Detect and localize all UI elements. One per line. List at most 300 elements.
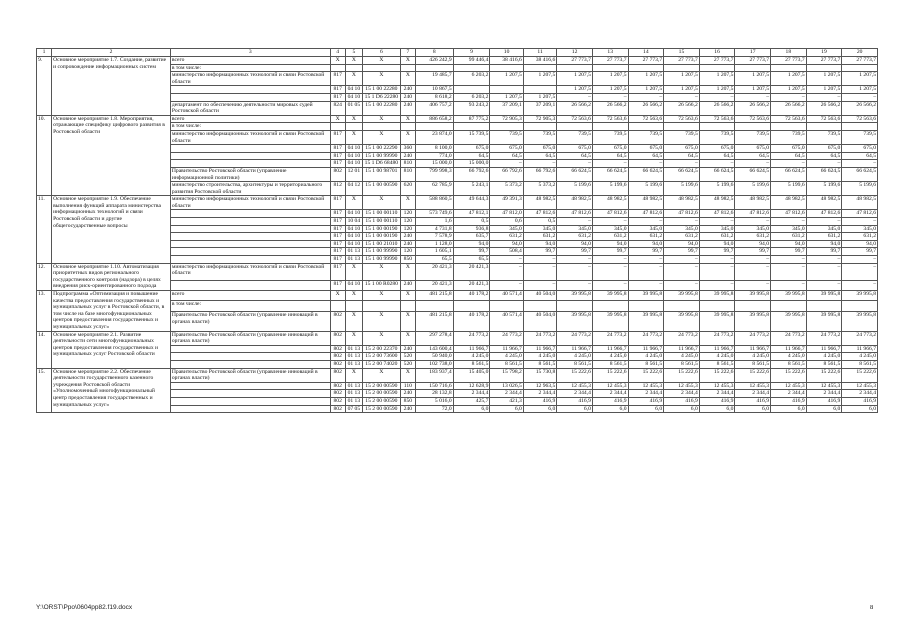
- column-header-cell: 19: [806, 49, 842, 57]
- value-cell-c6: 15 2 00 22370: [363, 345, 401, 353]
- value-cell-c18: –: [771, 218, 807, 226]
- value-cell-c6: 15 1 00 00110: [363, 210, 401, 218]
- value-cell-c6: [363, 123, 401, 131]
- value-cell-c11: 94,0: [523, 240, 556, 248]
- value-cell-c10: 1 207,5: [490, 93, 523, 101]
- column-header-cell: 3: [170, 49, 330, 57]
- value-cell-c17: 6,0: [735, 405, 771, 413]
- value-cell-c17: 11 966,7: [735, 345, 771, 353]
- column-header-cell: 17: [735, 49, 771, 57]
- value-cell-c16: 675,0: [699, 145, 735, 153]
- value-cell-c17: [735, 64, 771, 72]
- value-cell-c6: X: [363, 196, 401, 210]
- value-cell-c13: 11 966,7: [592, 345, 628, 353]
- value-cell-c4: 817: [330, 93, 345, 101]
- value-cell-c20: 64,5: [842, 152, 878, 160]
- value-cell-c4: 802: [330, 360, 345, 368]
- value-cell-c4: 817: [330, 72, 345, 86]
- value-cell-c5: [345, 301, 362, 311]
- value-cell-c17: 15 222,6: [735, 368, 771, 382]
- value-cell-c7: 110: [400, 382, 415, 390]
- value-cell-c9: 20 421,3: [453, 263, 490, 281]
- value-cell-c10: –: [490, 281, 523, 291]
- value-cell-c4: X: [330, 291, 345, 301]
- column-header-cell: 12: [557, 49, 593, 57]
- value-cell-c4: [330, 123, 345, 131]
- value-cell-c6: 15 1 D6 22280: [363, 93, 401, 101]
- value-cell-c18: 5 199,6: [771, 182, 807, 196]
- value-cell-c13: 1 207,5: [592, 86, 628, 94]
- value-cell-c8: 4 731,8: [415, 225, 453, 233]
- value-cell-c11: [523, 301, 556, 311]
- value-cell-c13: –: [592, 93, 628, 101]
- value-cell-c13: 1 207,5: [592, 72, 628, 86]
- value-cell-c12: 5 199,6: [557, 182, 593, 196]
- value-cell-c8: 72,0: [415, 405, 453, 413]
- value-cell-c15: 2 344,4: [664, 390, 700, 398]
- table-row: [37, 368, 878, 382]
- value-cell-c17: 94,0: [735, 240, 771, 248]
- value-cell-c20: –: [842, 93, 878, 101]
- responsible-cell: [170, 281, 330, 291]
- value-cell-c19: 11 966,7: [806, 345, 842, 353]
- responsible-cell: в том числе:: [170, 301, 330, 311]
- value-cell-c19: 4 245,0: [806, 353, 842, 361]
- responsible-cell: [170, 353, 330, 361]
- value-cell-c7: 360: [400, 145, 415, 153]
- measure-name-cell: Основное мероприятие 2.1. Развитие деятельности сети многофункциональных центров предоставления государственных и муниципальных услуг Ростовской области: [52, 331, 171, 368]
- value-cell-c14: 5 199,6: [628, 182, 664, 196]
- value-cell-c14: –: [628, 281, 664, 291]
- value-cell-c19: –: [806, 160, 842, 168]
- table-row: [37, 57, 878, 65]
- value-cell-c19: 24 773,2: [806, 331, 842, 345]
- value-cell-c16: 66 624,5: [699, 167, 735, 181]
- value-cell-c19: 416,9: [806, 397, 842, 405]
- value-cell-c11: 24 773,2: [523, 331, 556, 345]
- value-cell-c20: 631,2: [842, 233, 878, 241]
- value-cell-c16: 631,2: [699, 233, 735, 241]
- value-cell-c10: 5 373,2: [490, 182, 523, 196]
- value-cell-c6: 15 1 00 22290: [363, 145, 401, 153]
- value-cell-c10: 1 207,5: [490, 72, 523, 86]
- value-cell-c7: 120: [400, 248, 415, 256]
- value-cell-c8: 20 421,3: [415, 263, 453, 281]
- value-cell-c4: 824: [330, 101, 345, 115]
- value-cell-c18: 99,7: [771, 248, 807, 256]
- value-cell-c14: 6,0: [628, 405, 664, 413]
- value-cell-c17: –: [735, 281, 771, 291]
- value-cell-c19: –: [806, 281, 842, 291]
- value-cell-c13: –: [592, 256, 628, 264]
- value-cell-c8: 19 485,7: [415, 72, 453, 86]
- value-cell-c18: [771, 123, 807, 131]
- column-header-cell: 9: [453, 49, 490, 57]
- value-cell-c12: 24 773,2: [557, 331, 593, 345]
- value-cell-c20: –: [842, 218, 878, 226]
- value-cell-c7: X: [400, 72, 415, 86]
- responsible-cell: [170, 256, 330, 264]
- value-cell-c9: 8 561,5: [453, 360, 490, 368]
- value-cell-c12: –: [557, 263, 593, 281]
- responsible-cell: Правительство Ростовской области (управление инноваций в органах власти): [170, 331, 330, 345]
- value-cell-c8: 481 215,8: [415, 291, 453, 301]
- value-cell-c7: X: [400, 311, 415, 331]
- value-cell-c10: 739,5: [490, 130, 523, 144]
- value-cell-c15: –: [664, 93, 700, 101]
- value-cell-c9: 15 405,0: [453, 368, 490, 382]
- value-cell-c15: 26 566,2: [664, 101, 700, 115]
- value-cell-c12: –: [557, 281, 593, 291]
- responsible-cell: [170, 248, 330, 256]
- value-cell-c15: 416,9: [664, 397, 700, 405]
- value-cell-c19: 8 561,5: [806, 360, 842, 368]
- value-cell-c19: 345,0: [806, 225, 842, 233]
- value-cell-c10: 66 792,6: [490, 167, 523, 181]
- value-cell-c4: 817: [330, 145, 345, 153]
- value-cell-c11: 72 905,3: [523, 115, 556, 123]
- value-cell-c4: 817: [330, 240, 345, 248]
- value-cell-c11: 40 504,0: [523, 291, 556, 301]
- value-cell-c6: 15 1 00 00190: [363, 233, 401, 241]
- value-cell-c18: –: [771, 93, 807, 101]
- value-cell-c17: 416,9: [735, 397, 771, 405]
- value-cell-c11: 0,5: [523, 218, 556, 226]
- value-cell-c19: 48 982,5: [806, 196, 842, 210]
- value-cell-c19: –: [806, 263, 842, 281]
- value-cell-c8: 406 757,2: [415, 101, 453, 115]
- value-cell-c19: 72 563,6: [806, 115, 842, 123]
- measure-name-cell: Подпрограмма «Оптимизация и повышение качества предоставления государственных и муниципальных услуг в Ростовской области, в том числе на базе многофункциональных центров предоставления государственных и муниципальных услуг»: [52, 291, 171, 332]
- value-cell-c16: –: [699, 160, 735, 168]
- value-cell-c8: 588 860,5: [415, 196, 453, 210]
- value-cell-c8: 102 738,0: [415, 360, 453, 368]
- value-cell-c11: –: [523, 256, 556, 264]
- responsible-cell: [170, 345, 330, 353]
- value-cell-c8: 8 618,2: [415, 93, 453, 101]
- value-cell-c17: 1 207,5: [735, 86, 771, 94]
- value-cell-c19: 39 995,8: [806, 311, 842, 331]
- value-cell-c17: 24 773,2: [735, 331, 771, 345]
- value-cell-c14: [628, 64, 664, 72]
- value-cell-c8: 1,6: [415, 218, 453, 226]
- value-cell-c15: 94,0: [664, 240, 700, 248]
- value-cell-c18: 631,2: [771, 233, 807, 241]
- value-cell-c6: [363, 64, 401, 72]
- responsible-cell: [170, 145, 330, 153]
- value-cell-c4: 817: [330, 86, 345, 94]
- value-cell-c8: 297 278,4: [415, 331, 453, 345]
- value-cell-c7: 520: [400, 360, 415, 368]
- responsible-cell: министерство информационных технологий и связи Ростовской области: [170, 263, 330, 281]
- value-cell-c16: 15 222,6: [699, 368, 735, 382]
- value-cell-c18: –: [771, 160, 807, 168]
- value-cell-c15: [664, 64, 700, 72]
- value-cell-c18: 8 561,5: [771, 360, 807, 368]
- value-cell-c19: 66 624,5: [806, 167, 842, 181]
- value-cell-c18: [771, 301, 807, 311]
- value-cell-c11: –: [523, 263, 556, 281]
- value-cell-c5: X: [345, 263, 362, 281]
- value-cell-c5: 04 12: [345, 182, 362, 196]
- value-cell-c13: 675,0: [592, 145, 628, 153]
- value-cell-c13: 94,0: [592, 240, 628, 248]
- value-cell-c20: 99,7: [842, 248, 878, 256]
- value-cell-c6: X: [363, 331, 401, 345]
- value-cell-c9: 15 000,0: [453, 160, 490, 168]
- value-cell-c10: 13 026,5: [490, 382, 523, 390]
- row-number-cell: 14.: [37, 331, 52, 368]
- value-cell-c5: [345, 64, 362, 72]
- value-cell-c20: 739,5: [842, 130, 878, 144]
- value-cell-c6: [363, 301, 401, 311]
- value-cell-c4: 802: [330, 368, 345, 382]
- value-cell-c6: 15 2 00 00590: [363, 390, 401, 398]
- value-cell-c5: X: [345, 72, 362, 86]
- value-cell-c11: 631,2: [523, 233, 556, 241]
- measure-name-cell: Основное мероприятие 1.8. Мероприятия, отражающие специфику цифрового развития в Ростовской области: [52, 115, 171, 196]
- value-cell-c18: 1 207,5: [771, 72, 807, 86]
- value-cell-c8: 573 749,6: [415, 210, 453, 218]
- value-cell-c15: 11 966,7: [664, 345, 700, 353]
- value-cell-c12: 72 563,6: [557, 115, 593, 123]
- value-cell-c15: 1 207,5: [664, 72, 700, 86]
- value-cell-c5: 04 10: [345, 233, 362, 241]
- column-header-cell: 13: [592, 49, 628, 57]
- value-cell-c6: 15 2 00 00590: [363, 397, 401, 405]
- value-cell-c15: 39 995,8: [664, 311, 700, 331]
- value-cell-c6: 15 1 00 R0280: [363, 281, 401, 291]
- value-cell-c12: 8 561,5: [557, 360, 593, 368]
- value-cell-c7: 240: [400, 390, 415, 398]
- value-cell-c16: 48 982,5: [699, 196, 735, 210]
- value-cell-c17: –: [735, 263, 771, 281]
- value-cell-c9: 20 421,3: [453, 281, 490, 291]
- value-cell-c12: 47 812,6: [557, 210, 593, 218]
- value-cell-c17: 47 812,6: [735, 210, 771, 218]
- value-cell-c13: 99,7: [592, 248, 628, 256]
- value-cell-c13: 631,2: [592, 233, 628, 241]
- value-cell-c15: 739,5: [664, 130, 700, 144]
- value-cell-c20: –: [842, 256, 878, 264]
- value-cell-c6: 15 1 00 99990: [363, 248, 401, 256]
- value-cell-c19: 39 995,8: [806, 291, 842, 301]
- responsible-cell: Правительство Ростовской области (управление инноваций в органах власти): [170, 368, 330, 382]
- value-cell-c5: 04 10: [345, 145, 362, 153]
- value-cell-c20: –: [842, 281, 878, 291]
- value-cell-c7: X: [400, 130, 415, 144]
- value-cell-c15: –: [664, 218, 700, 226]
- value-cell-c19: 12 455,3: [806, 382, 842, 390]
- value-cell-c4: 817: [330, 281, 345, 291]
- value-cell-c12: –: [557, 160, 593, 168]
- value-cell-c9: 47 812,1: [453, 210, 490, 218]
- value-cell-c15: 15 222,6: [664, 368, 700, 382]
- value-cell-c15: 72 563,6: [664, 115, 700, 123]
- value-cell-c20: 5 199,6: [842, 182, 878, 196]
- value-cell-c20: 72 563,6: [842, 115, 878, 123]
- value-cell-c18: 4 245,0: [771, 353, 807, 361]
- responsible-cell: [170, 93, 330, 101]
- value-cell-c4: 817: [330, 233, 345, 241]
- value-cell-c8: 774,0: [415, 152, 453, 160]
- value-cell-c19: 1 207,5: [806, 72, 842, 86]
- responsible-cell: всего: [170, 57, 330, 65]
- value-cell-c11: 1 207,5: [523, 72, 556, 86]
- column-header-cell: 10: [490, 49, 523, 57]
- value-cell-c8: [415, 123, 453, 131]
- value-cell-c20: 6,0: [842, 405, 878, 413]
- value-cell-c9: 635,7: [453, 233, 490, 241]
- value-cell-c19: [806, 64, 842, 72]
- value-cell-c18: 66 624,5: [771, 167, 807, 181]
- value-cell-c7: 810: [400, 167, 415, 181]
- value-cell-c16: 99,7: [699, 248, 735, 256]
- value-cell-c5: X: [345, 331, 362, 345]
- value-cell-c4: 817: [330, 263, 345, 281]
- value-cell-c7: 240: [400, 405, 415, 413]
- value-cell-c6: X: [363, 368, 401, 382]
- value-cell-c6: 15 1 00 00190: [363, 225, 401, 233]
- value-cell-c4: [330, 301, 345, 311]
- value-cell-c15: 631,2: [664, 233, 700, 241]
- value-cell-c4: 817: [330, 160, 345, 168]
- responsible-cell: министерство строительства, архитектуры и территориального развития Ростовской области: [170, 182, 330, 196]
- value-cell-c13: 2 344,4: [592, 390, 628, 398]
- footer-file-path: Y:\ORST\Ppo\0604pp82.f19.docx: [36, 604, 133, 611]
- value-cell-c16: –: [699, 281, 735, 291]
- value-cell-c10: 49 391,3: [490, 196, 523, 210]
- value-cell-c17: 4 245,0: [735, 353, 771, 361]
- value-cell-c13: 66 624,5: [592, 167, 628, 181]
- value-cell-c9: 15 739,5: [453, 130, 490, 144]
- value-cell-c17: 26 566,2: [735, 101, 771, 115]
- value-cell-c12: [557, 123, 593, 131]
- value-cell-c4: 802: [330, 405, 345, 413]
- value-cell-c9: 93 243,2: [453, 101, 490, 115]
- value-cell-c12: 1 207,5: [557, 86, 593, 94]
- value-cell-c11: [523, 64, 556, 72]
- responsible-cell: [170, 397, 330, 405]
- value-cell-c14: 27 773,7: [628, 57, 664, 65]
- value-cell-c8: 65,5: [415, 256, 453, 264]
- value-cell-c7: 620: [400, 182, 415, 196]
- value-cell-c16: 12 455,3: [699, 382, 735, 390]
- value-cell-c12: 27 773,7: [557, 57, 593, 65]
- column-header-cell: 16: [699, 49, 735, 57]
- value-cell-c10: [490, 123, 523, 131]
- value-cell-c16: 26 566,2: [699, 101, 735, 115]
- value-cell-c9: 6 203,2: [453, 93, 490, 101]
- value-cell-c11: 416,9: [523, 397, 556, 405]
- value-cell-c7: [400, 123, 415, 131]
- value-cell-c11: 47 812,6: [523, 210, 556, 218]
- value-cell-c17: –: [735, 256, 771, 264]
- value-cell-c18: 675,0: [771, 145, 807, 153]
- value-cell-c9: 99 446,4: [453, 57, 490, 65]
- value-cell-c5: X: [345, 311, 362, 331]
- value-cell-c16: [699, 64, 735, 72]
- value-cell-c15: –: [664, 281, 700, 291]
- value-cell-c13: 15 222,6: [592, 368, 628, 382]
- value-cell-c16: 345,0: [699, 225, 735, 233]
- value-cell-c15: 24 773,2: [664, 331, 700, 345]
- value-cell-c15: 1 207,5: [664, 86, 700, 94]
- value-cell-c6: 15 1 00 22280: [363, 101, 401, 115]
- value-cell-c16: 94,0: [699, 240, 735, 248]
- value-cell-c19: 631,2: [806, 233, 842, 241]
- value-cell-c13: 345,0: [592, 225, 628, 233]
- value-cell-c20: 48 982,5: [842, 196, 878, 210]
- value-cell-c19: 27 773,7: [806, 57, 842, 65]
- value-cell-c9: [453, 64, 490, 72]
- value-cell-c17: 8 561,5: [735, 360, 771, 368]
- value-cell-c13: 24 773,2: [592, 331, 628, 345]
- value-cell-c8: 426 242,9: [415, 57, 453, 65]
- value-cell-c11: 2 344,4: [523, 390, 556, 398]
- value-cell-c15: 6,0: [664, 405, 700, 413]
- value-cell-c12: 64,5: [557, 152, 593, 160]
- value-cell-c15: 47 812,6: [664, 210, 700, 218]
- value-cell-c10: [490, 64, 523, 72]
- value-cell-c6: 15 2 00 00590: [363, 405, 401, 413]
- value-cell-c17: 2 344,4: [735, 390, 771, 398]
- value-cell-c15: [664, 301, 700, 311]
- value-cell-c4: 802: [330, 311, 345, 331]
- responsible-cell: Правительство Ростовской области (управление инноваций в органах власти): [170, 311, 330, 331]
- value-cell-c4: 802: [330, 345, 345, 353]
- value-cell-c16: –: [699, 93, 735, 101]
- value-cell-c20: [842, 301, 878, 311]
- value-cell-c9: 40 178,2: [453, 291, 490, 301]
- value-cell-c17: 12 455,3: [735, 382, 771, 390]
- value-cell-c17: 48 982,5: [735, 196, 771, 210]
- value-cell-c19: 1 207,5: [806, 86, 842, 94]
- column-header-cell: 20: [842, 49, 878, 57]
- value-cell-c14: 631,2: [628, 233, 664, 241]
- value-cell-c7: 850: [400, 256, 415, 264]
- responsible-cell: [170, 152, 330, 160]
- value-cell-c5: X: [345, 57, 362, 65]
- value-cell-c20: –: [842, 263, 878, 281]
- value-cell-c5: X: [345, 291, 362, 301]
- value-cell-c9: 4 245,0: [453, 353, 490, 361]
- column-header-cell: 4: [330, 49, 345, 57]
- budget-table: [36, 48, 878, 413]
- value-cell-c14: 48 982,5: [628, 196, 664, 210]
- value-cell-c20: 39 995,8: [842, 311, 878, 331]
- value-cell-c13: 48 982,5: [592, 196, 628, 210]
- value-cell-c9: 0,5: [453, 218, 490, 226]
- value-cell-c17: 739,5: [735, 130, 771, 144]
- value-cell-c14: –: [628, 263, 664, 281]
- value-cell-c11: 15 730,8: [523, 368, 556, 382]
- value-cell-c14: 26 566,2: [628, 101, 664, 115]
- value-cell-c11: 40 504,0: [523, 311, 556, 331]
- value-cell-c15: 12 455,3: [664, 382, 700, 390]
- value-cell-c18: –: [771, 263, 807, 281]
- value-cell-c19: [806, 301, 842, 311]
- value-cell-c7: 240: [400, 152, 415, 160]
- value-cell-c17: 5 199,6: [735, 182, 771, 196]
- value-cell-c10: 675,0: [490, 145, 523, 153]
- value-cell-c5: X: [345, 115, 362, 123]
- value-cell-c20: –: [842, 160, 878, 168]
- value-cell-c18: 11 966,7: [771, 345, 807, 353]
- value-cell-c9: 65,5: [453, 256, 490, 264]
- value-cell-c18: 94,0: [771, 240, 807, 248]
- value-cell-c13: 72 563,6: [592, 115, 628, 123]
